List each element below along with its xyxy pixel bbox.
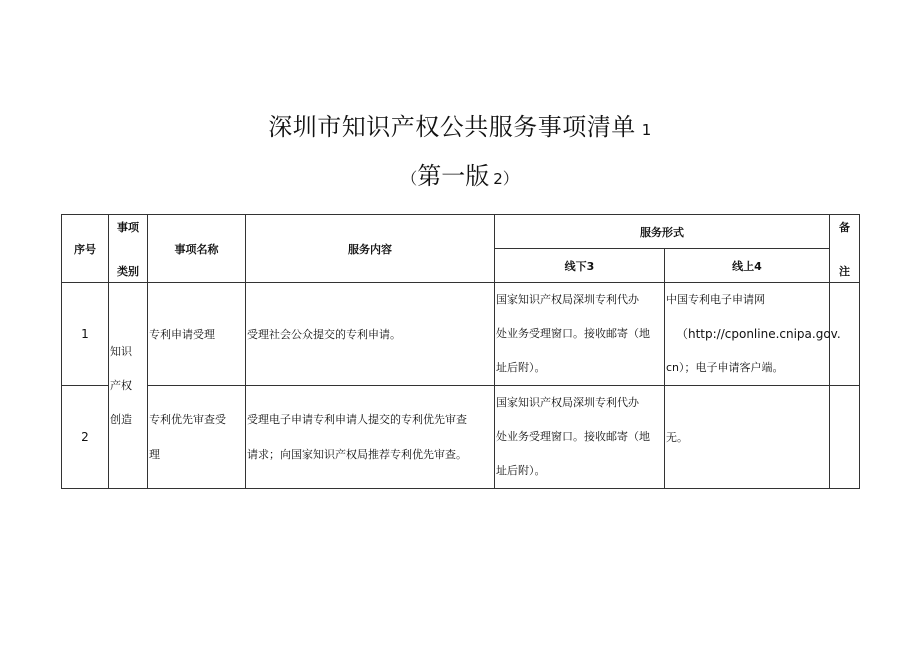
page-title — [0, 111, 920, 146]
row-online — [665, 386, 830, 489]
row-item-name — [148, 386, 246, 489]
item-name-text: 专利申请受理 — [149, 327, 215, 341]
header-remark-top: 备 — [839, 220, 850, 234]
row-seq-value: 2 — [81, 430, 89, 444]
row-content — [246, 283, 495, 386]
table-row — [62, 283, 860, 386]
header-remark — [830, 215, 860, 283]
row-item-name — [148, 283, 246, 386]
item-name-text: 专利优先审查受 — [149, 413, 226, 426]
row-offline — [495, 283, 665, 386]
online-text: 无。 — [666, 430, 688, 444]
subtitle-footnote: 2 — [493, 170, 503, 188]
row-seq-value: 1 — [81, 327, 89, 341]
online-text: 中国专利电子申请网 — [666, 293, 765, 306]
offline-text: 址后附）。 — [496, 361, 546, 374]
header-category-bottom: 类别 — [117, 264, 139, 278]
subtitle-close-paren: ） — [502, 169, 519, 188]
row-category — [109, 283, 148, 489]
header-item-name — [148, 215, 246, 283]
row-remark — [830, 386, 860, 489]
header-form-label: 服务形式 — [640, 225, 684, 239]
content-text: 请求；向国家知识产权局推荐专利优先审查。 — [247, 448, 467, 461]
header-category — [109, 215, 148, 283]
online-text: cn）；电子申请客户端。 — [666, 361, 784, 374]
header-online-label: 线上4 — [732, 259, 762, 273]
service-table — [61, 214, 860, 489]
row-content — [246, 386, 495, 489]
offline-text: 国家知识产权局深圳专利代办 — [496, 293, 639, 306]
online-url-text[interactable]: （http://cponline.cnipa.gov. — [676, 327, 841, 341]
subtitle-text: 第一版 — [417, 162, 490, 190]
header-form — [495, 215, 830, 249]
subtitle-open-paren: （ — [401, 169, 418, 188]
row-seq — [62, 283, 109, 386]
row-online — [665, 283, 841, 386]
category-line: 知识 — [110, 344, 132, 358]
title-footnote: 1 — [641, 121, 652, 139]
category-line: 创造 — [110, 412, 132, 426]
header-online — [665, 249, 830, 283]
offline-text: 址后附）。 — [496, 464, 546, 477]
header-row — [62, 215, 860, 249]
category-line: 产权 — [110, 378, 132, 392]
item-name-text: 理 — [149, 448, 160, 461]
header-category-top: 事项 — [117, 220, 139, 234]
header-remark-bottom: 注 — [839, 264, 850, 278]
row-seq — [62, 386, 109, 489]
header-offline-label: 线下3 — [564, 259, 595, 273]
page-subtitle — [0, 160, 920, 195]
title-text: 深圳市知识产权公共服务事项清单 — [268, 113, 636, 141]
header-offline — [495, 249, 665, 283]
content-text: 受理社会公众提交的专利申请。 — [247, 327, 401, 341]
header-item-name-label: 事项名称 — [174, 242, 219, 256]
offline-text: 国家知识产权局深圳专利代办 — [496, 396, 639, 409]
offline-text: 处业务受理窗口。接收邮寄（地 — [496, 430, 650, 443]
offline-text: 处业务受理窗口。接收邮寄（地 — [496, 327, 650, 340]
header-content-label: 服务内容 — [348, 242, 392, 256]
row-offline — [495, 386, 665, 489]
header-content — [246, 215, 495, 283]
header-seq — [62, 215, 109, 283]
content-text: 受理电子申请专利申请人提交的专利优先审查 — [247, 413, 467, 426]
header-seq-label: 序号 — [74, 242, 96, 256]
online-url[interactable] — [665, 317, 841, 351]
table-row — [62, 386, 860, 489]
